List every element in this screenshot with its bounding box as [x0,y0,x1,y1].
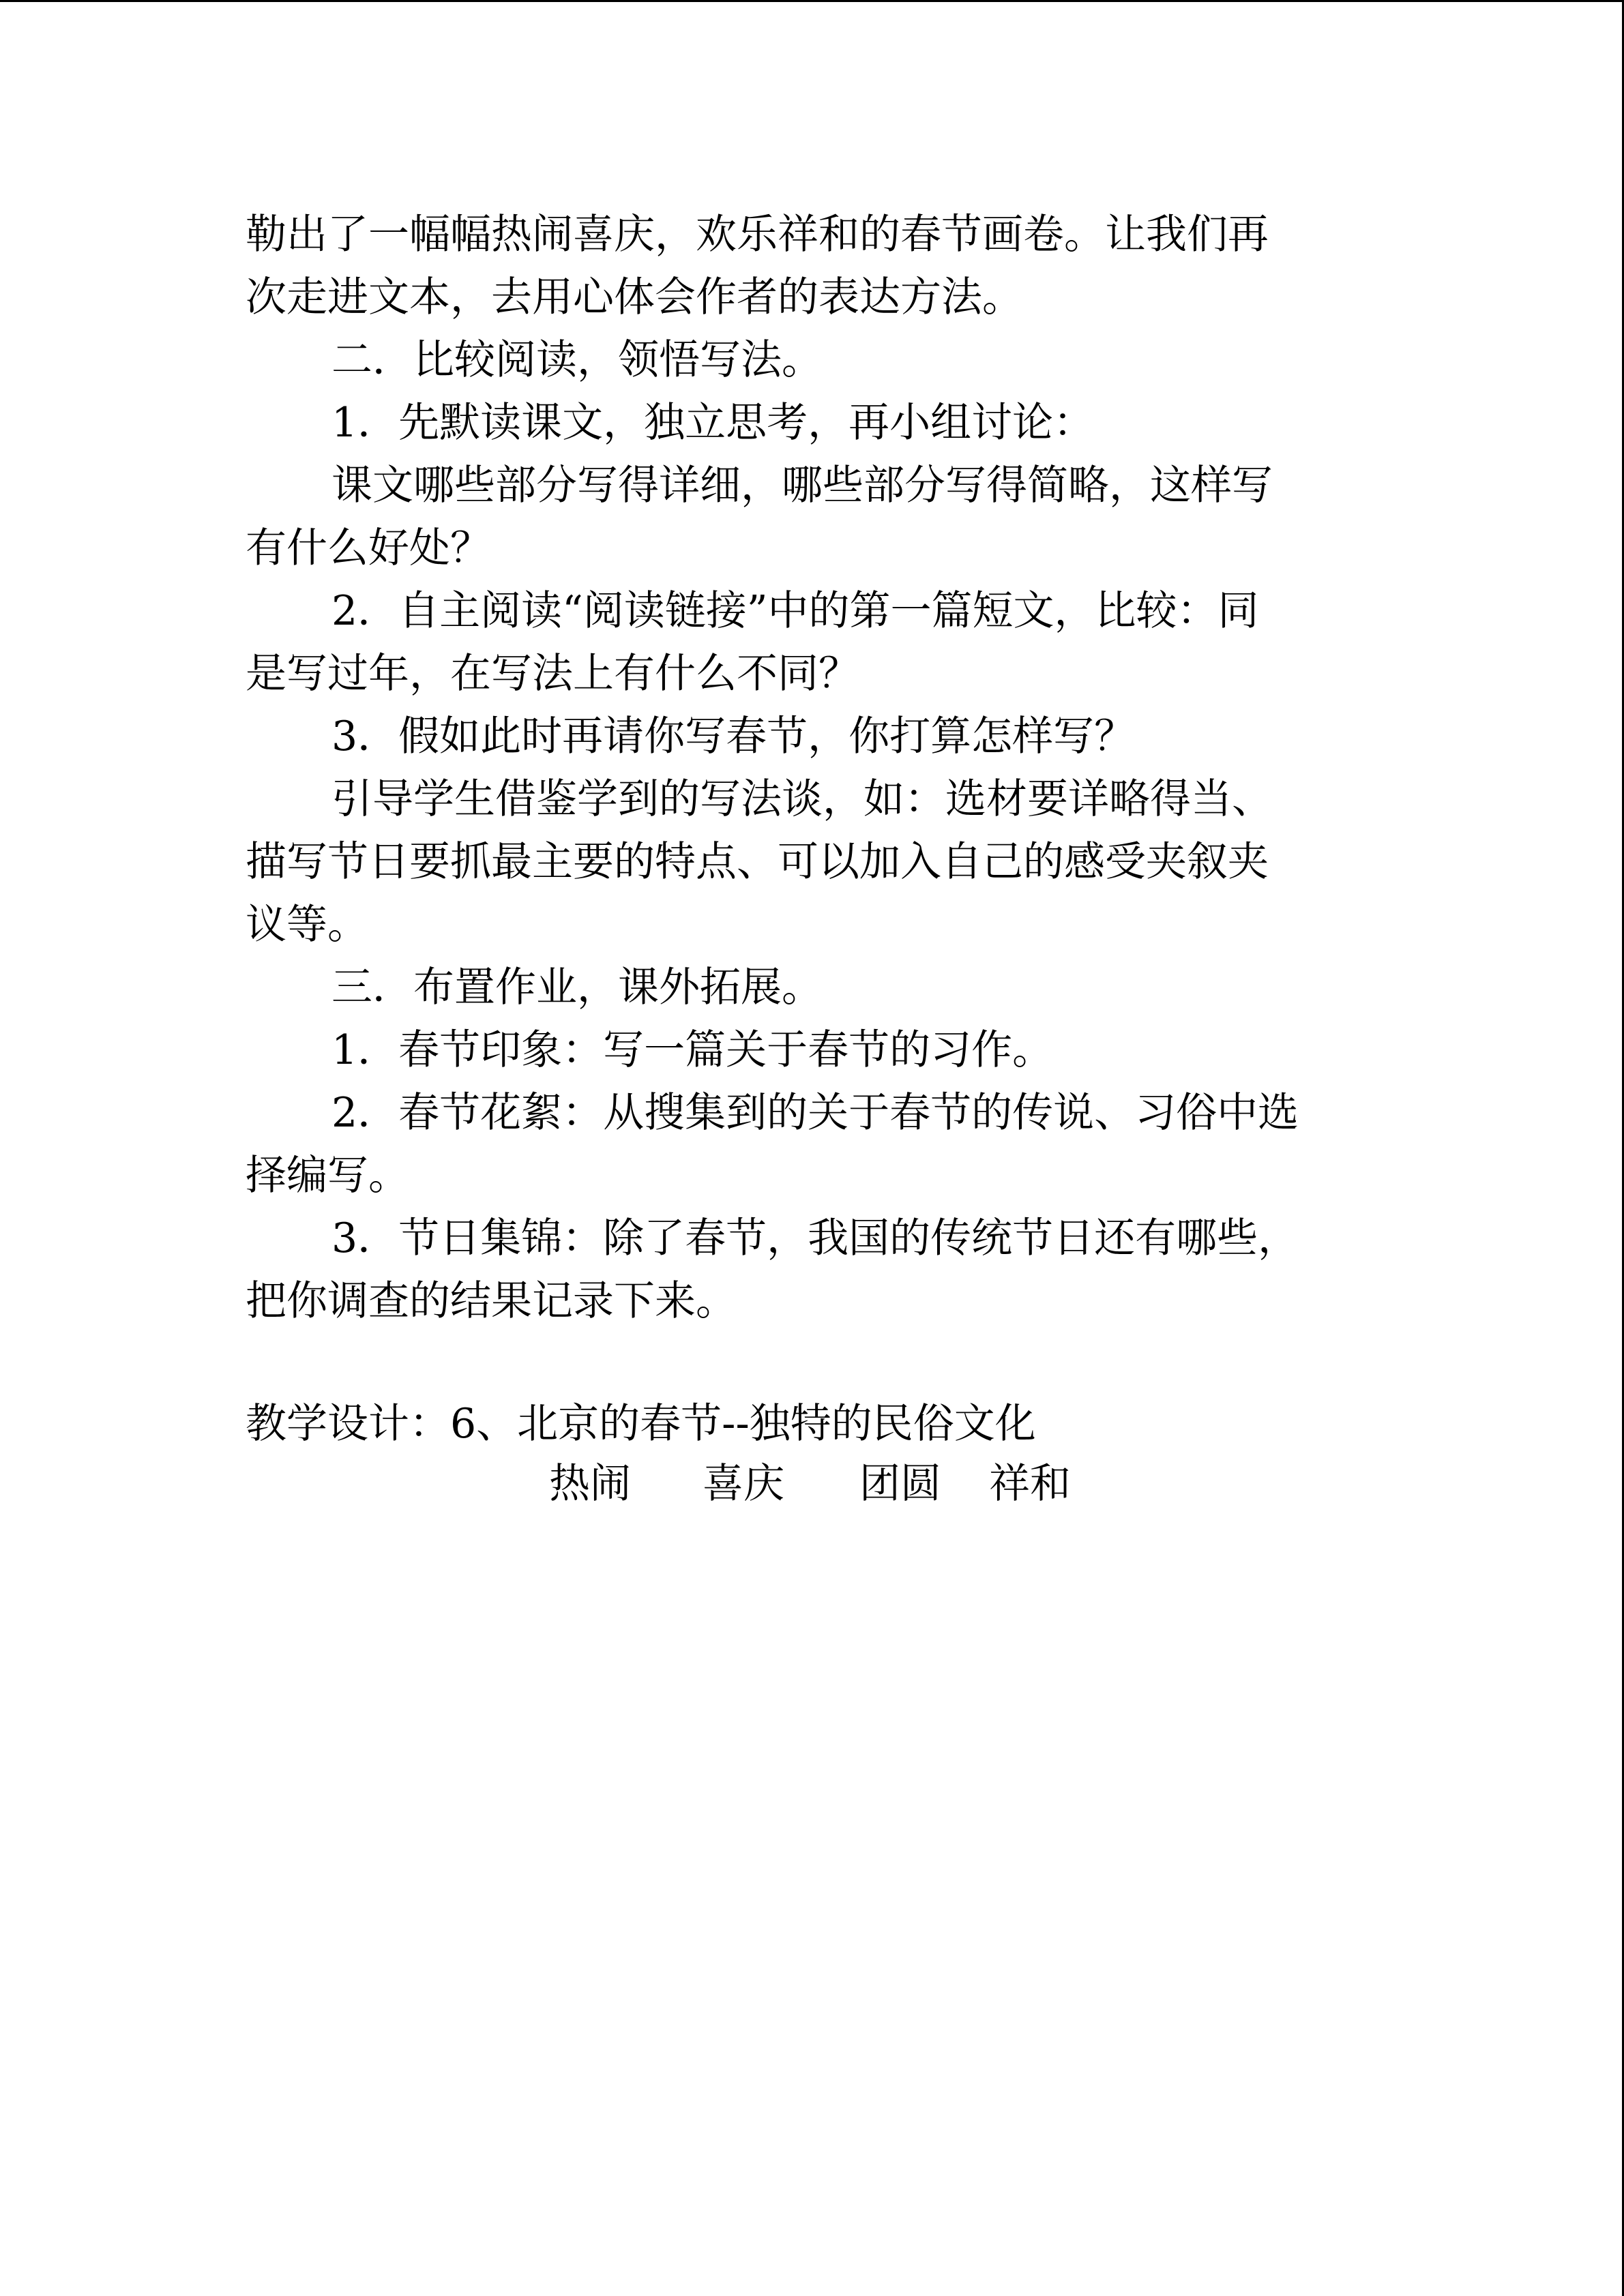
paragraph-line-12: 议等。 [246,901,368,949]
paragraph-line-2: 次走进文本，去用心体会作者的表达方法。 [246,273,1023,321]
paragraph-line-8: 是写过年，在写法上有什么不同？ [246,650,859,698]
paragraph-line-6: 有什么好处？ [246,524,491,572]
section-heading-2: 二．比较阅读，领悟写法。 [331,336,823,384]
numbered-item-2-3: 3．假如此时再请你写春节，你打算怎样写？ [331,713,1136,760]
paragraph-line-1: 勒出了一幅幅热闹喜庆，欢乐祥和的春节画卷。让我们再 [246,211,1269,258]
keyword-2: 喜庆 [703,1460,784,1508]
paragraph-line-18: 把你调查的结果记录下来。 [246,1277,737,1325]
paragraph-line-10: 引导学生借鉴学到的写法谈，如：选材要详略得当、 [331,775,1273,823]
paragraph-line-5: 课文哪些部分写得详细，哪些部分写得简略，这样写 [331,462,1273,509]
keyword-4: 祥和 [989,1460,1071,1508]
paragraph-line-11: 描写节日要抓最主要的特点、可以加入自己的感受夹叙夹 [246,838,1269,886]
section-heading-3: 三．布置作业，课外拓展。 [331,964,823,1011]
paragraph-line-16: 择编写。 [246,1152,409,1199]
numbered-item-2-1: 1．先默读课文，独立思考，再小组讨论： [331,399,1095,447]
numbered-item-2-2: 2．自主阅读“阅读链接”中的第一篇短文，比较：同 [331,587,1259,635]
keyword-1: 热闹 [549,1460,631,1508]
numbered-item-3-2: 2．春节花絮：从搜集到的关于春节的传说、习俗中选 [331,1089,1299,1137]
numbered-item-3-1: 1．春节印象：写一篇关于春节的习作。 [331,1026,1054,1074]
numbered-item-3-3: 3．节日集锦：除了春节，我国的传统节日还有哪些， [331,1214,1299,1262]
design-title: 教学设计：6、北京的春节--独特的民俗文化 [246,1400,1036,1448]
keyword-3: 团圆 [859,1460,941,1508]
